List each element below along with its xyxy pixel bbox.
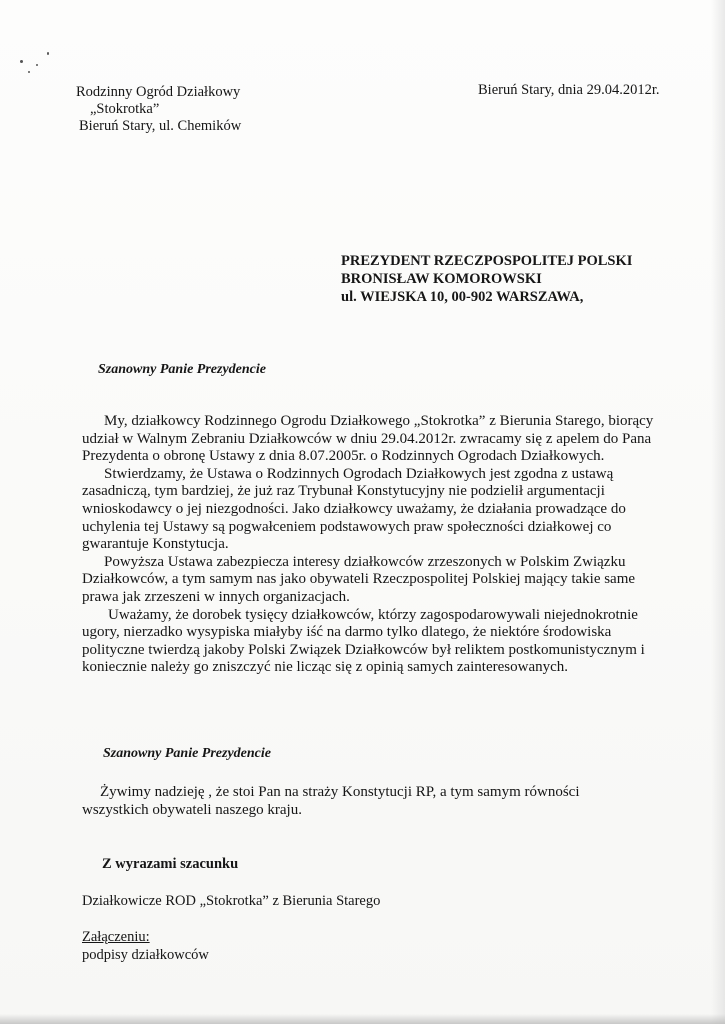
- sender-organization: Rodzinny Ogród Działkowy: [76, 84, 241, 100]
- scan-edge-right: [711, 0, 725, 1024]
- recipient-street: ul. WIEJSKA 10, 00-902 WARSZAWA,: [341, 289, 584, 305]
- recipient-title: PREZYDENT RZECZPOSPOLITEJ POLSKI: [341, 253, 633, 269]
- scan-speck: [47, 52, 49, 55]
- closing-phrase: Z wyrazami szacunku: [102, 856, 239, 872]
- recipient-name: BRONISŁAW KOMOROWSKI: [341, 271, 542, 287]
- letter-body: [82, 413, 662, 677]
- salutation-repeat: Szanowny Panie Prezydencie: [103, 746, 271, 761]
- body-paragraph-2: Stwierdzamy, że Ustawa o Rodzinnych Ogrodach Działkowych jest zgodna z ustawą zasadniczą, tym bardziej, że już raz Trybunał Konstytucyjny nie podzielił argumentacji wnioskodawcy o jej niezgodności. Jako działkowcy uważamy, że działania prowadzące do uchylenia tej Ustawy są pogwałceniem podstawowych praw społeczności działkowej co gwarantuje Konstytucja.: [82, 465, 626, 553]
- scan-speck: [20, 60, 23, 63]
- body-paragraph-1: My, działkowcy Rodzinnego Ogrodu Działkowego „Stokrotka” z Bierunia Starego, biorący udział w Walnym Zebraniu Działkowców w dniu 29.04.2012r. zwracamy się z apelem do Pana Prezydenta o obronę Ustawy z dnia 8.07.2005r. o Rodzinnych Ogrodach Działkowych.: [82, 413, 654, 465]
- signature-line: Działkowicze ROD „Stokrotka” z Bierunia Starego: [82, 893, 381, 909]
- scan-speck: [28, 71, 30, 73]
- attachment-section: [82, 928, 209, 964]
- scan-speck: [36, 64, 38, 66]
- letter-date: Bieruń Stary, dnia 29.04.2012r.: [478, 82, 660, 98]
- recipient-address: [341, 252, 632, 306]
- scan-edge-bottom: [0, 1014, 725, 1024]
- sender-address: [76, 84, 296, 135]
- hope-text: Żywimy nadzieję , że stoi Pan na straży Konstytucji RP, a tym samym równości wszystkich obywateli naszego kraju.: [82, 784, 580, 818]
- salutation: Szanowny Panie Prezydencie: [98, 362, 266, 377]
- sender-street: Bieruń Stary, ul. Chemików: [79, 118, 242, 134]
- hope-paragraph: [82, 783, 642, 819]
- body-paragraph-3: Powyższa Ustawa zabezpiecza interesy działkowców zrzeszonych w Polskim Związku Działkowców, a tym samym nas jako obywateli Rzeczpospolitej Polskiej mający takie same prawa jak zrzeszeni w innych organizacjach.: [82, 553, 636, 605]
- attachment-value: podpisy działkowców: [82, 947, 209, 963]
- body-paragraph-4: Uważamy, że dorobek tysięcy działkowców, którzy zagospodarowywali niejednokrotnie ugory, nierzadko wysypiska miałyby iść na darmo tylko dlatego, że niektóre środowiska polityczne twierdzą jakoby Polski Związek Działkowców był reliktem postkomunistycznym i koniecznie należy go zniszczyć nie licząc się z opinią samych zainteresowanych.: [82, 606, 645, 676]
- sender-garden-name: „Stokrotka”: [90, 101, 160, 117]
- attachment-label: Załączeniu:: [82, 929, 150, 945]
